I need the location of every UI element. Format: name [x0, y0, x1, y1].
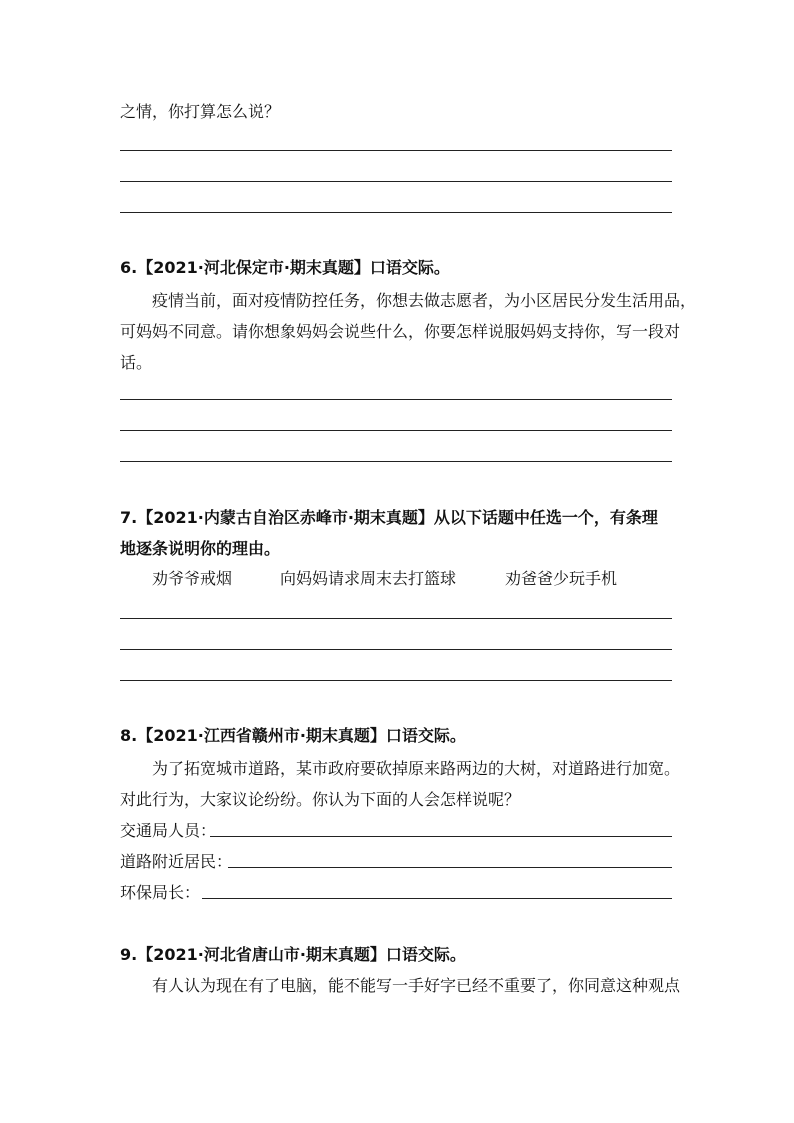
q7-heading: 地逐条说明你的理由。	[120, 539, 281, 558]
q9-paragraph-line: 有人认为现在有了电脑，能不能写一手好字已经不重要了，你同意这种观点	[152, 976, 681, 995]
answer-line[interactable]	[120, 649, 672, 650]
answer-line[interactable]	[210, 836, 672, 837]
q8-paragraph-line: 为了拓宽城市道路，某市政府要砍掉原来路两边的大树，对道路进行加宽。	[152, 759, 681, 778]
answer-line[interactable]	[228, 867, 672, 868]
answer-line[interactable]	[120, 430, 672, 431]
q6-heading: 6.【2021·河北保定市·期末真题】口语交际。	[120, 258, 450, 277]
q6-paragraph-line: 疫情当前，面对疫情防控任务，你想去做志愿者，为小区居民分发生活用品，	[152, 291, 697, 310]
q7-topic: 向妈妈请求周末去打篮球	[280, 569, 457, 588]
answer-line[interactable]	[120, 150, 672, 151]
q8-heading: 8.【2021·江西省赣州市·期末真题】口语交际。	[120, 726, 466, 745]
q7-topic: 劝爸爸少玩手机	[505, 569, 618, 588]
q8-role-label: 交通局人员：	[120, 821, 217, 840]
answer-line[interactable]	[120, 680, 672, 681]
q7-heading: 7.【2021·内蒙古自治区赤峰市·期末真题】从以下话题中任选一个，有条理	[120, 508, 658, 527]
q8-role-label: 道路附近居民：	[120, 852, 233, 871]
q6-paragraph-line: 可妈妈不同意。请你想象妈妈会说些什么，你要怎样说服妈妈支持你，写一段对	[120, 322, 681, 341]
q8-role-label: 环保局长：	[120, 883, 201, 902]
answer-line[interactable]	[120, 399, 672, 400]
q8-paragraph-line: 对此行为，大家议论纷纷。你认为下面的人会怎样说呢？	[120, 790, 521, 809]
answer-line[interactable]	[120, 618, 672, 619]
answer-line[interactable]	[120, 181, 672, 182]
q9-heading: 9.【2021·河北省唐山市·期末真题】口语交际。	[120, 945, 466, 964]
answer-line[interactable]	[120, 212, 672, 213]
answer-line[interactable]	[120, 461, 672, 462]
q7-topic: 劝爷爷戒烟	[152, 569, 233, 588]
q6-paragraph-line: 话。	[120, 353, 153, 372]
answer-line[interactable]	[202, 898, 672, 899]
q5-tail-text: 之情，你打算怎么说？	[120, 102, 281, 121]
